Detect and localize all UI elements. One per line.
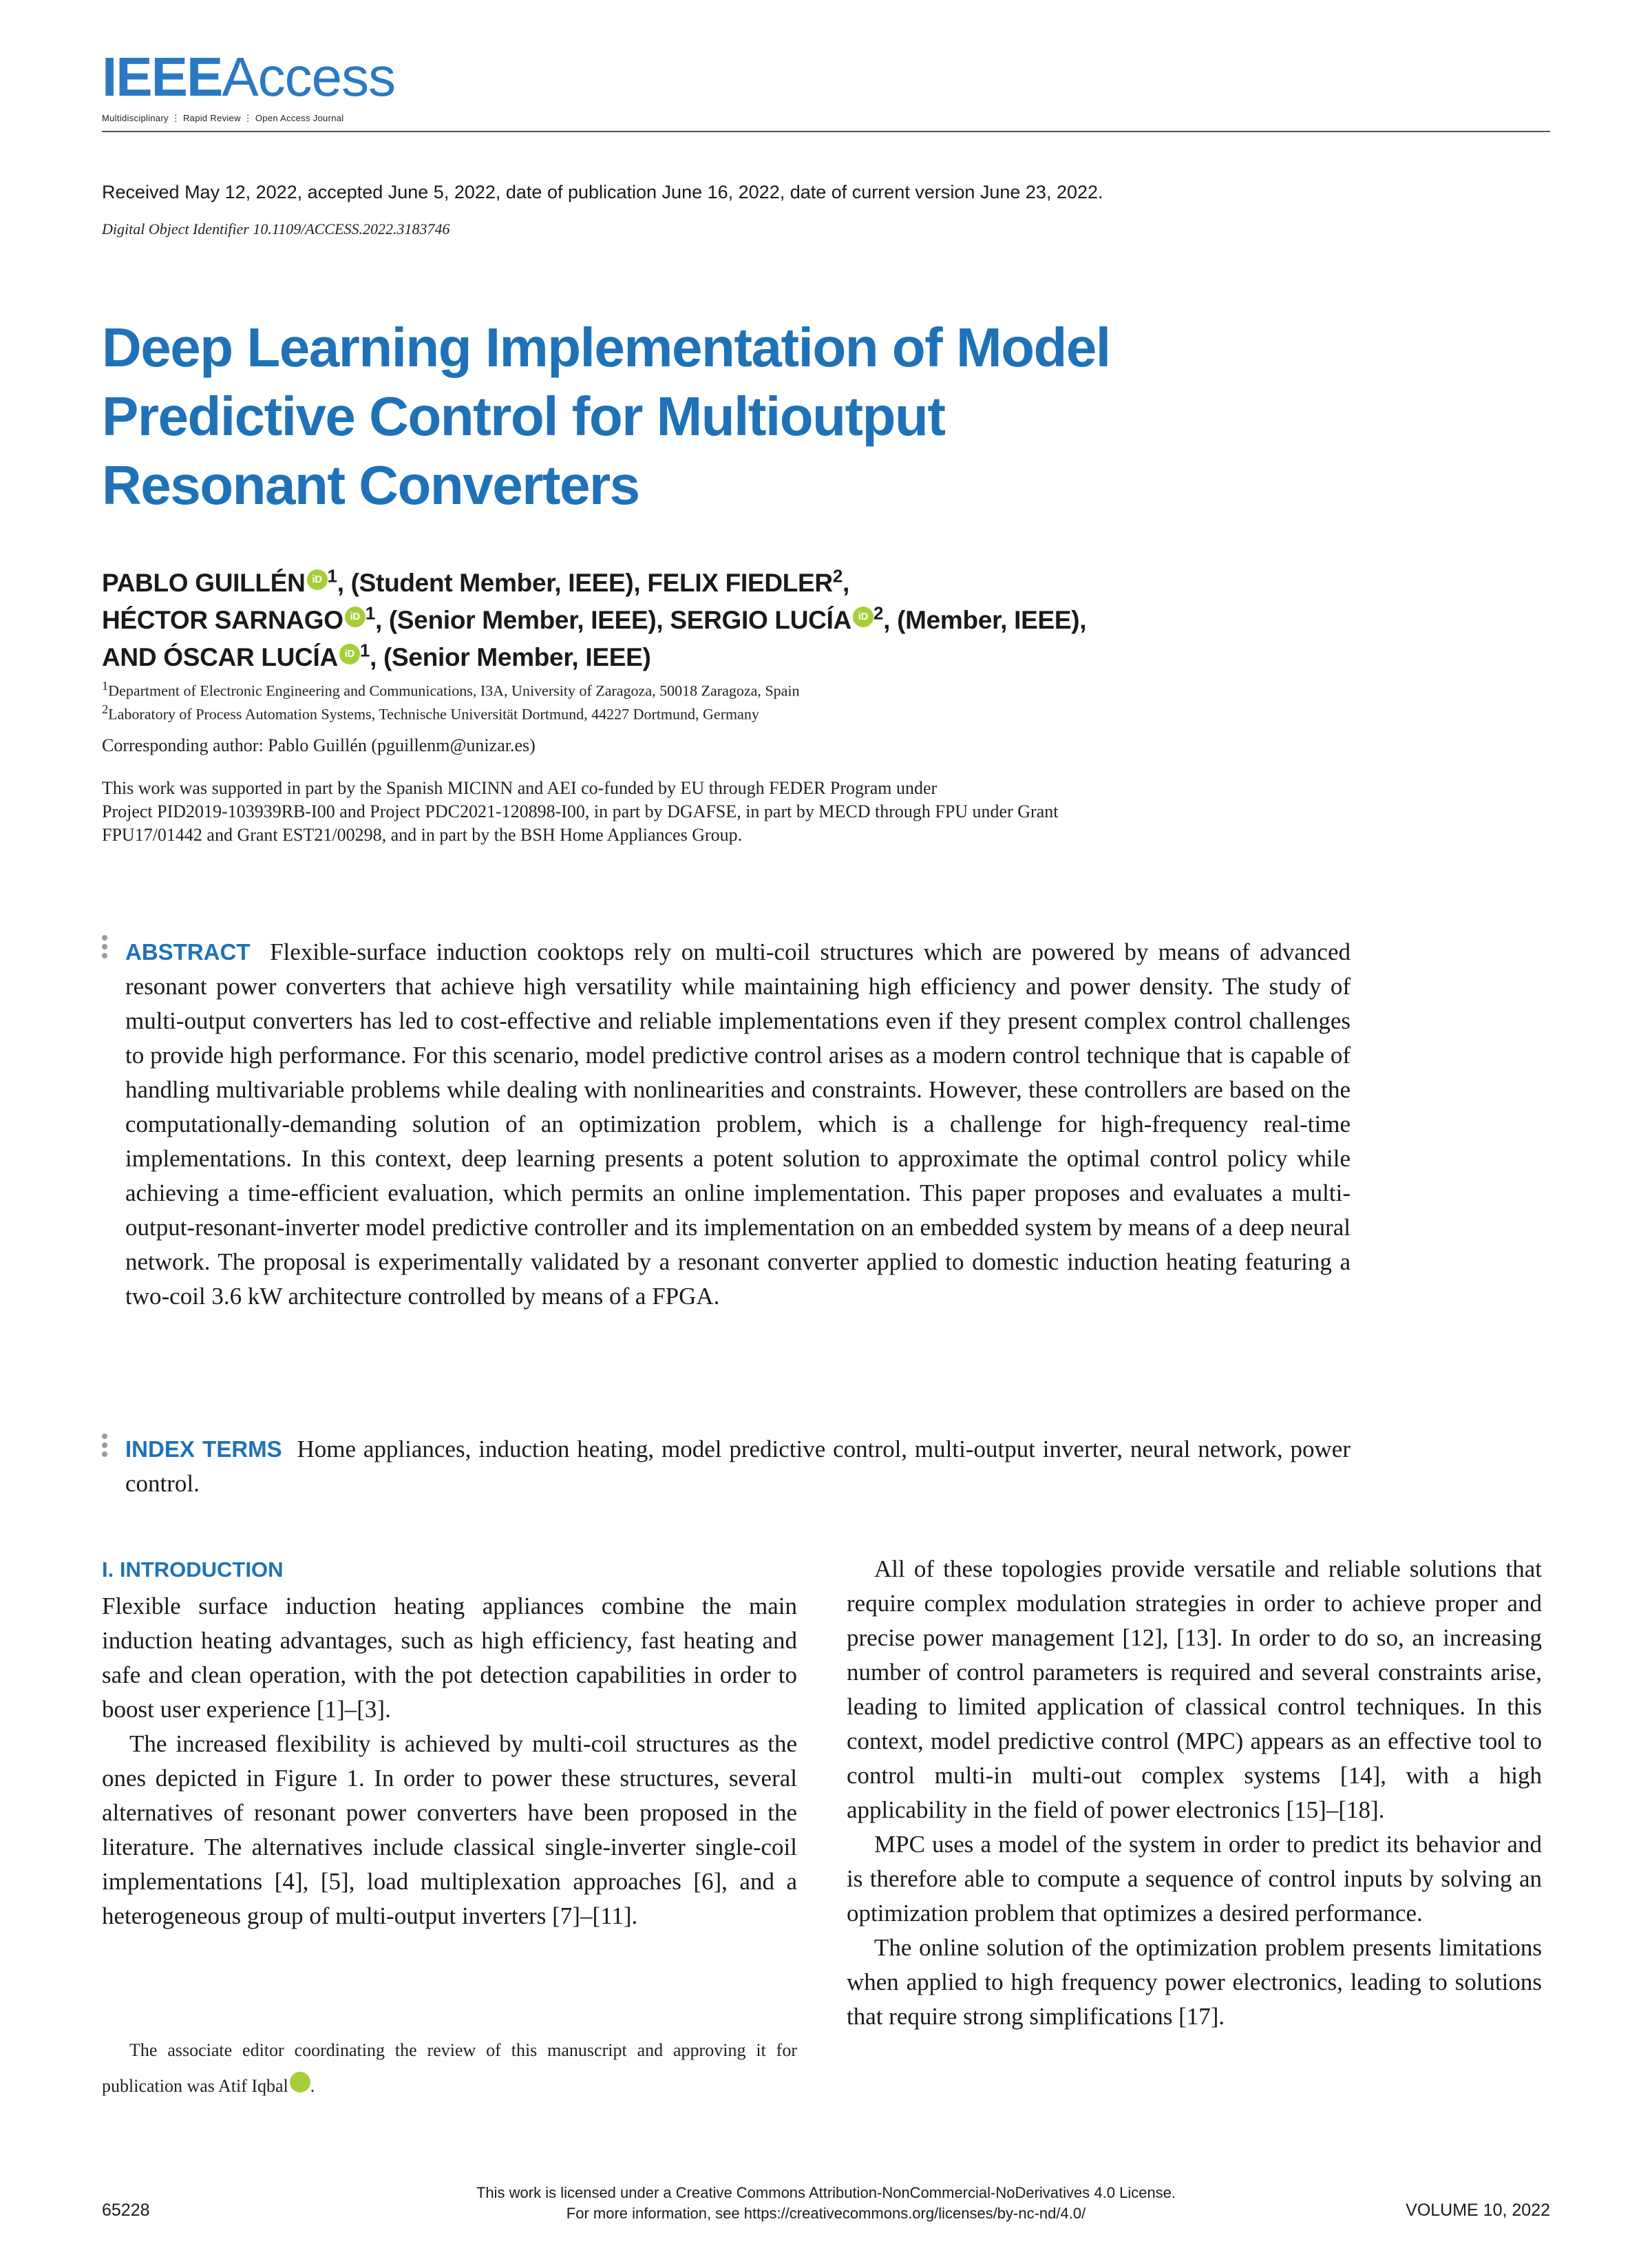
license-line: This work is licensed under a Creative Commons Attribution-NonCommercial-NoDerivatives 4.0 License.	[476, 2184, 1176, 2201]
logo-tagline: Multidisciplinary ⋮ Rapid Review ⋮ Open Access Journal	[102, 113, 344, 123]
funding-line: FPU17/01442 and Grant EST21/00298, and in part by the BSH Home Appliances Group.	[102, 825, 743, 845]
affiliation-sup: 1	[359, 640, 370, 661]
orcid-icon[interactable]: iD	[339, 644, 360, 664]
header-rule	[102, 131, 1550, 132]
author-role: , (Student Member, IEEE), FELIX FIEDLER	[337, 569, 833, 597]
editor-footnote	[102, 2033, 797, 2104]
logo-access: Access	[222, 46, 396, 107]
affiliation-sup: 1	[102, 679, 109, 693]
affiliation-1	[102, 679, 800, 700]
funding-statement	[102, 777, 1341, 847]
title-line: Deep Learning Implementation of Model	[102, 317, 1110, 378]
affiliation-sup: 2	[102, 702, 109, 716]
index-terms-dots-icon	[102, 1434, 107, 1460]
author-role: , (Senior Member, IEEE), SERGIO LUCÍA	[374, 606, 851, 634]
footnote-text: The associate editor coordinating the review of this manuscript and approving it for publication was Atif Iqbal	[102, 2040, 797, 2096]
license-link[interactable]: For more information, see https://creativecommons.org/licenses/by-nc-nd/4.0/	[566, 2205, 1086, 2222]
orcid-icon[interactable]: iD	[307, 569, 328, 590]
doi: Digital Object Identifier 10.1109/ACCESS.2022.3183746	[102, 220, 450, 238]
section-heading-introduction: I. INTRODUCTION	[102, 1557, 284, 1582]
abstract	[125, 935, 1351, 1314]
index-terms-heading: INDEX TERMS	[125, 1436, 282, 1462]
author-name: HÉCTOR SARNAGO	[102, 606, 343, 634]
footnote-tail: .	[310, 2076, 315, 2096]
abstract-dots-icon	[102, 935, 107, 962]
corresponding-author: Corresponding author: Pablo Guillén (pguillenm@unizar.es)	[102, 735, 536, 755]
affiliation-2	[102, 702, 759, 723]
paragraph: MPC uses a model of the system in order to predict its behavior and is therefore able to compute a sequence of control inputs by solving an optimization problem that optimizes a desired performance.	[847, 1831, 1542, 1927]
paragraph: Flexible surface induction heating appliances combine the main induction heating advantages, such as high efficiency, fast heating and safe and clean operation, with the pot detection capabilities in order to boost user experience [1]–[3].	[102, 1593, 797, 1723]
affiliation-text: Department of Electronic Engineering and Communications, I3A, University of Zaragoza, 50018 Zaragoza, Spain	[108, 682, 800, 700]
affiliation-sup: 1	[327, 565, 337, 587]
logo-ieee: IEEE	[102, 46, 222, 107]
author-name: AND ÓSCAR LUCÍA	[102, 643, 338, 671]
title-line: Predictive Control for Multioutput	[102, 386, 945, 447]
author-name: PABLO GUILLÉN	[102, 569, 306, 597]
page-number: 65228	[102, 2201, 150, 2220]
paragraph: The online solution of the optimization problem presents limitations when applied to high frequency power electronics, leading to solutions that require strong simplifications [17].	[847, 1934, 1542, 2030]
orcid-icon[interactable]: iD	[345, 607, 366, 627]
paper-title	[102, 313, 1272, 520]
orcid-icon[interactable]: iD	[853, 607, 873, 627]
author-list	[102, 565, 1479, 676]
abstract-heading: ABSTRACT	[125, 939, 251, 965]
affiliation-sup: 1	[365, 602, 375, 624]
title-line: Resonant Converters	[102, 454, 639, 516]
volume-info: VOLUME 10, 2022	[1406, 2201, 1550, 2220]
author-role: , (Senior Member, IEEE)	[370, 643, 651, 671]
funding-line: Project PID2019-103939RB-I00 and Project PDC2021-120898-I00, in part by DGAFSE, in part by MECD through FPU under Grant	[102, 801, 1059, 821]
affiliation-sup: 2	[873, 602, 884, 624]
license-notice	[413, 2183, 1239, 2224]
abstract-text: Flexible-surface induction cooktops rely on multi-coil structures which are powered by means of advanced resonant power converters that achieve high versatility while maintaining high efficiency and power density. The study of multi-output converters has led to cost-effective and reliable implementations even if they present complex control challenges to provide high performance. For this scenario, model predictive control arises as a modern control technique that is capable of handling multivariable problems while dealing with nonlinearities and constraints. However, these controllers are based on the computationally-demanding solution of an optimization problem, which is a challenge for high-frequency real-time implementations. In this context, deep learning presents a potent solution to approximate the optimal control policy while achieving a time-efficient evaluation, which permits an online implementation. This paper proposes and evaluates a multi-output-resonant-inverter model predictive controller and its implementation on an embedded system by means of a deep neural network. The proposal is experimentally validated by a resonant converter applied to domestic induction heating featuring a two-coil 3.6 kW architecture controlled by means of a FPGA.	[125, 938, 1351, 1310]
index-terms	[125, 1432, 1351, 1501]
orcid-icon[interactable]: iD	[290, 2072, 310, 2092]
funding-line: This work was supported in part by the Spanish MICINN and AEI co-funded by EU through FEDER Program under	[102, 778, 938, 798]
journal-logo	[102, 45, 395, 124]
affiliation-sup: 2	[832, 565, 843, 587]
right-column	[847, 1552, 1542, 2034]
paragraph: The increased flexibility is achieved by multi-coil structures as the ones depicted in Figure 1. In order to power these structures, several alternatives of resonant power converters have been proposed in the literature. The alternatives include classical single-inverter single-coil implementations [4], [5], load multiplexation approaches [6], and a heterogeneous group of multi-output inverters [7]–[11].	[102, 1730, 797, 1929]
received-dates: Received May 12, 2022, accepted June 5, 2022, date of publication June 16, 2022, date of current version June 23, 2022.	[102, 182, 1103, 202]
author-role: , (Member, IEEE),	[883, 606, 1087, 634]
affiliation-text: Laboratory of Process Automation Systems, Technische Universität Dortmund, 44227 Dortmund, Germany	[108, 705, 759, 723]
paragraph: All of these topologies provide versatile and reliable solutions that require complex modulation strategies in order to achieve proper and precise power management [12], [13]. In order to do so, an increasing number of control parameters is required and several constraints arise, leading to limited application of classical control techniques. In this context, model predictive control (MPC) appears as an effective tool to control multi-in multi-out complex systems [14], with a high applicability in the field of power electronics [15]–[18].	[847, 1555, 1542, 1823]
left-column	[102, 1589, 797, 1933]
author-separator: ,	[843, 569, 849, 597]
index-terms-text: Home appliances, induction heating, model predictive control, multi-output inverter, neural network, power control.	[125, 1436, 1351, 1497]
